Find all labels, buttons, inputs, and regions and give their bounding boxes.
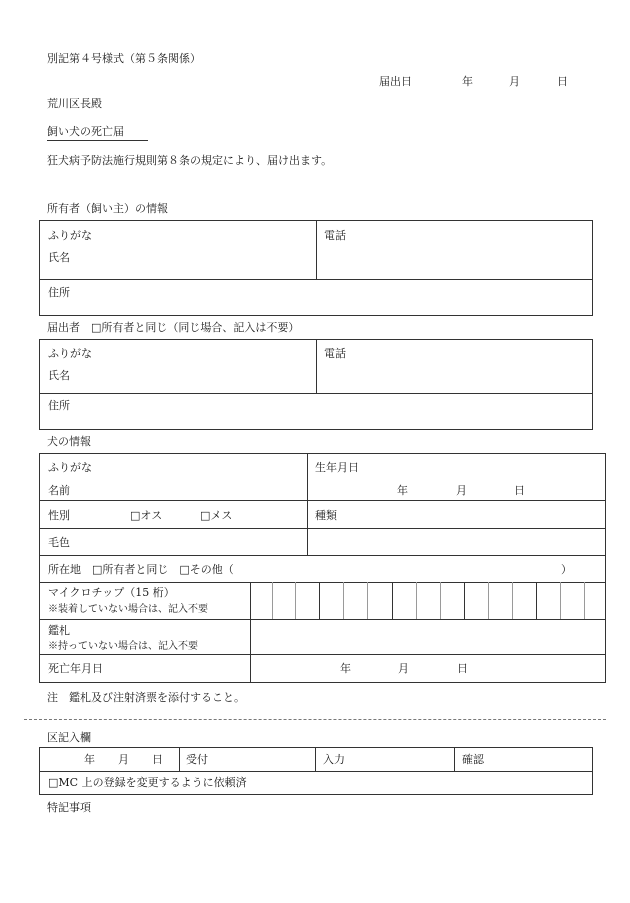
dog-death-year: 年 xyxy=(340,662,351,675)
owner-furigana-label: ふりがな xyxy=(48,229,92,242)
dog-microchip-label: マイクロチップ（15 桁） xyxy=(48,586,175,599)
office-table xyxy=(39,747,593,795)
office-section-title: 区記入欄 xyxy=(47,731,91,744)
office-day: 日 xyxy=(152,753,163,766)
dog-birth-year: 年 xyxy=(397,484,408,497)
notifier-furigana-label: ふりがな xyxy=(48,347,92,360)
dog-birth-day: 日 xyxy=(514,484,525,497)
office-confirm-label: 確認 xyxy=(462,753,484,766)
dog-male-checkbox[interactable]: □オス xyxy=(130,509,163,522)
notifier-address-label: 住所 xyxy=(48,399,70,412)
dog-tag-note: ※持っていない場合は、記入不要 xyxy=(48,641,198,652)
owner-phone-label: 電話 xyxy=(324,229,346,242)
dog-table xyxy=(39,453,606,683)
submit-date-label: 届出日 xyxy=(379,75,412,88)
submit-date-day: 日 xyxy=(557,75,568,88)
special-notes-label: 特記事項 xyxy=(47,801,91,814)
dog-death-date-label: 死亡年月日 xyxy=(48,662,103,675)
owner-section-title: 所有者（飼い主）の情報 xyxy=(47,202,168,215)
dog-birth-month: 月 xyxy=(456,484,467,497)
dog-name-label: 名前 xyxy=(48,484,70,497)
notifier-phone-label: 電話 xyxy=(324,347,346,360)
submit-date-month: 月 xyxy=(509,75,520,88)
office-mc-request-checkbox[interactable]: □MC 上の登録を変更するように依頼済 xyxy=(48,776,247,789)
attachment-note: 注 鑑札及び注射済票を添付すること。 xyxy=(47,691,245,704)
dog-death-day: 日 xyxy=(457,662,468,675)
dog-furigana-label: ふりがな xyxy=(48,461,92,474)
submit-date-year: 年 xyxy=(462,75,473,88)
form-title: 飼い犬の死亡届 xyxy=(47,126,148,141)
dog-location-close-paren: ） xyxy=(561,563,572,576)
addressee: 荒川区長殿 xyxy=(47,97,102,110)
owner-table xyxy=(39,220,593,316)
dog-birthdate-label: 生年月日 xyxy=(315,461,359,474)
dog-microchip-note: ※装着していない場合は、記入不要 xyxy=(48,604,208,615)
notifier-name-label: 氏名 xyxy=(48,369,70,382)
office-input-label: 入力 xyxy=(323,753,345,766)
office-year: 年 xyxy=(84,753,95,766)
dog-section-title: 犬の情報 xyxy=(47,435,91,448)
notifier-table xyxy=(39,339,593,430)
notifier-section-title: 届出者 □所有者と同じ（同じ場合、記入は不要） xyxy=(47,321,300,334)
owner-name-label: 氏名 xyxy=(48,251,70,264)
dog-coat-color-label: 毛色 xyxy=(48,536,70,549)
dog-death-month: 月 xyxy=(398,662,409,675)
dog-tag-label: 鑑札 xyxy=(48,624,70,637)
office-month: 月 xyxy=(118,753,129,766)
dog-location-label: 所在地 □所有者と同じ □その他（ xyxy=(48,563,234,576)
owner-address-label: 住所 xyxy=(48,286,70,299)
dog-breed-label: 種類 xyxy=(315,509,337,522)
cut-line xyxy=(24,719,606,720)
office-received-label: 受付 xyxy=(186,753,208,766)
dog-female-checkbox[interactable]: □メス xyxy=(200,509,233,522)
form-statement: 狂犬病予防法施行規則第８条の規定により、届け出ます。 xyxy=(47,154,333,167)
form-number-label: 別記第４号様式（第５条関係） xyxy=(47,52,201,65)
dog-sex-label: 性別 xyxy=(48,509,70,522)
